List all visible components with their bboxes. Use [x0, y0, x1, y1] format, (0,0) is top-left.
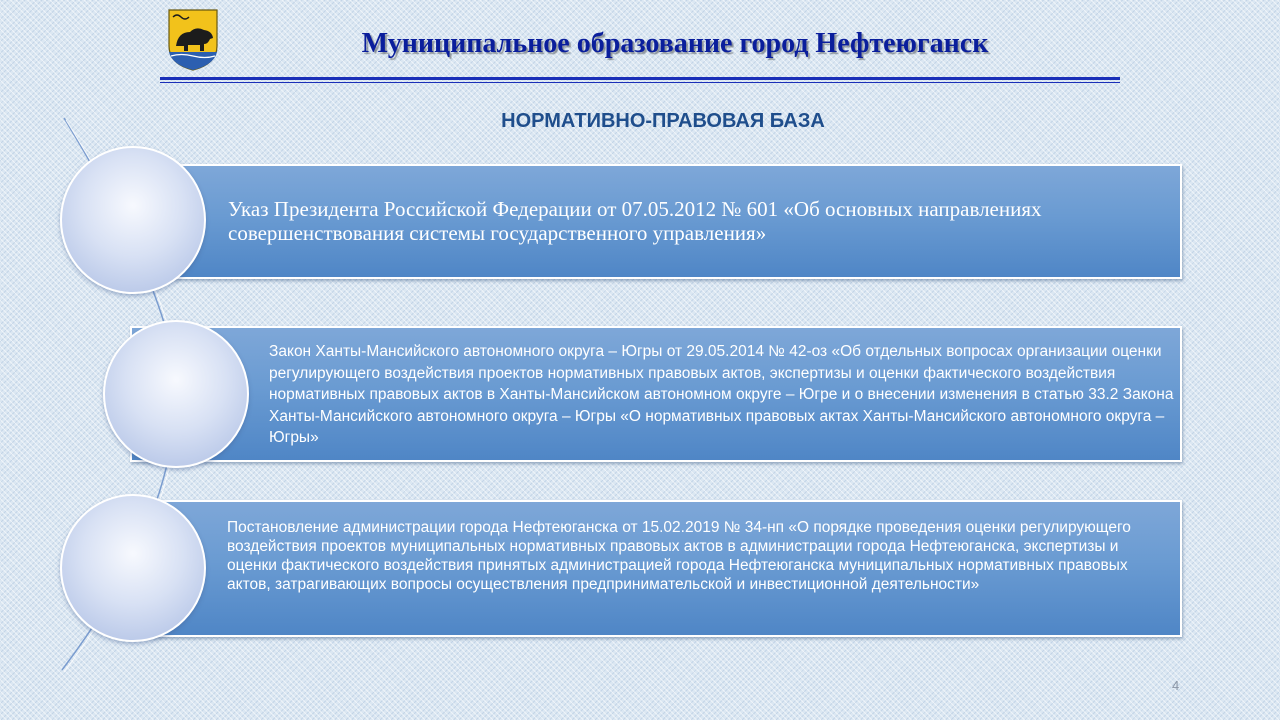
legal-act-item: [130, 500, 1182, 637]
legal-act-item: [130, 326, 1182, 462]
legal-act-item: [130, 164, 1182, 279]
header-divider: [160, 77, 1120, 80]
bullet-circle: [60, 494, 206, 642]
page-title: Муниципальное образование город Нефтеюганск: [361, 28, 989, 59]
bullet-circle: [103, 320, 249, 468]
legal-act-text: Указ Президента Российской Федерации от 07.05.2012 № 601 «Об основных направлениях совершенствования системы государственного управления»: [228, 197, 1042, 245]
page-number: 4: [1172, 678, 1180, 693]
legal-act-text: Закон Ханты-Мансийского автономного округа – Югры от 29.05.2014 № 42-оз «Об отдельных вопросах организации оценки регулирующего воздействия проектов нормативных правовых актов, экспертизы и оценки фактического воздействия нормативных правовых актов в Ханты-Мансийском автономном округе – Югре и о внесении изменения в статью 33.2 Закона Ханты-Мансийского автономного округа – Югры «О нормативных правовых актах Ханты-Мансийского автономного округа – Югры»: [269, 343, 1174, 446]
section-title: НОРМАТИВНО-ПРАВОВАЯ БАЗА: [501, 110, 825, 132]
bullet-circle: [60, 146, 206, 294]
header-divider-thin: [160, 82, 1120, 83]
legal-act-text: Постановление администрации города Нефтеюганска от 15.02.2019 № 34-нп «О порядке проведения оценки регулирующего воздействия проектов муниципальных нормативных правовых актов в администрации города Нефтеюганска, экспертизы и оценки фактического воздействия принятых администрацией города Нефтеюганска муниципальных нормативных правовых актов, затрагивающих вопросы осуществления предпринимательской и инвестиционной деятельности»: [227, 519, 1131, 593]
